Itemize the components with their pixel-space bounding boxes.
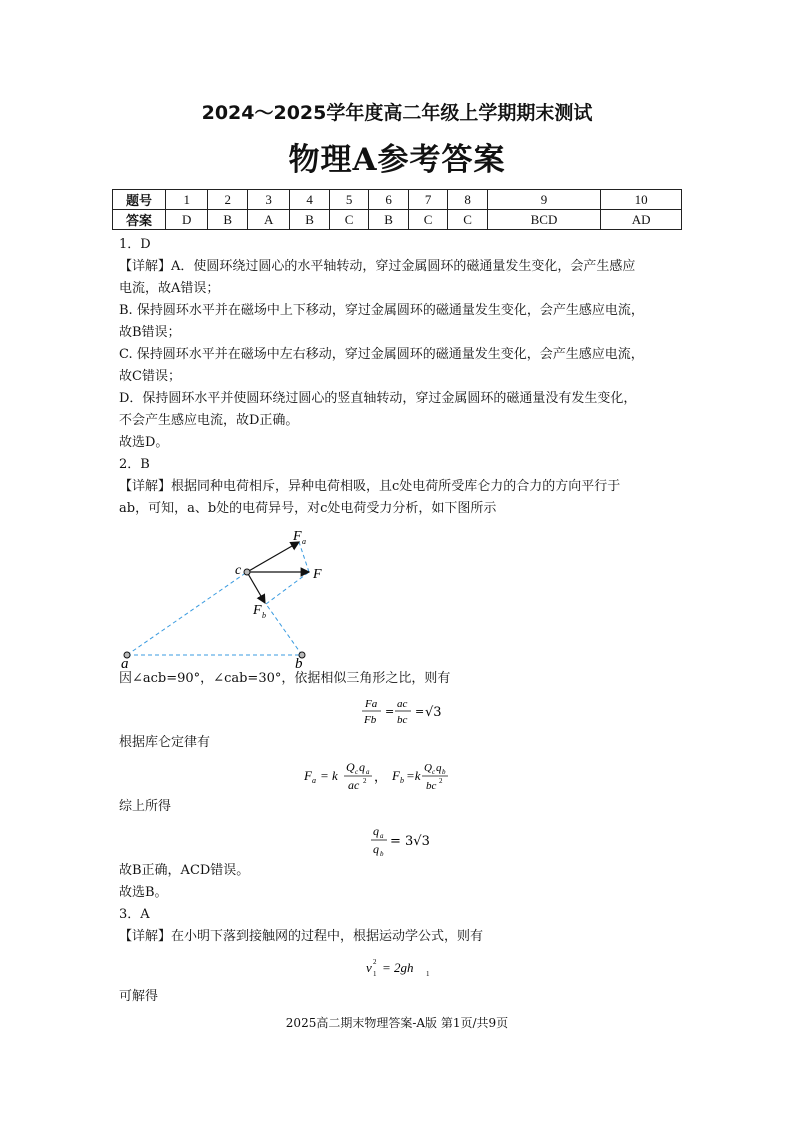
question-number-row bbox=[113, 190, 682, 210]
q1-line: B. 保持圆环水平并在磁场中上下移动，穿过金属圆环的磁通量发生变化，会产生感应电流， bbox=[119, 303, 644, 318]
page-footer: 2025高二期末物理答案-A版 第1页/共9页 bbox=[285, 1016, 509, 1030]
eq3-den: q bbox=[373, 842, 379, 856]
eq4-rhs-sub: 1 bbox=[426, 970, 430, 978]
q1-line: 【详解】A．使圆环绕过圆心的水平轴转动，穿过金属圆环的磁通量发生变化，会产生感应 bbox=[119, 259, 636, 274]
force-diagram bbox=[119, 520, 685, 668]
label-fb-sub: b bbox=[262, 611, 266, 620]
label-f: F bbox=[313, 567, 322, 582]
q1-line: 故选D。 bbox=[119, 435, 169, 450]
answer-cell: D bbox=[166, 210, 208, 230]
eq4-rhs: = 2gh bbox=[382, 960, 414, 975]
question-number: 10 bbox=[601, 190, 682, 210]
answer-cell: C bbox=[448, 210, 488, 230]
eq1-den1: Fb bbox=[364, 714, 377, 726]
equation-charge-ratio bbox=[119, 822, 685, 856]
exam-title: 2024～2025学年度高二年级上学期期末测试 bbox=[201, 102, 593, 124]
label-fa: F bbox=[293, 529, 302, 544]
answer-cell: A bbox=[247, 210, 289, 230]
q1-line: 电流，故A错误； bbox=[119, 281, 220, 296]
eq2-lhs-sub: a bbox=[312, 776, 316, 785]
eq4-v: v bbox=[366, 960, 372, 975]
question-number: 2 bbox=[208, 190, 248, 210]
label-fa-sub: a bbox=[302, 537, 306, 546]
answer-cell: C bbox=[329, 210, 369, 230]
q1-line: C. 保持圆环水平并在磁场中左右移动，穿过金属圆环的磁通量发生变化，会产生感应电流， bbox=[119, 347, 644, 362]
q1-line: 故C错误； bbox=[119, 369, 181, 384]
eq3-num: q bbox=[373, 824, 379, 838]
answer-cell: B bbox=[208, 210, 248, 230]
force-diagram-svg bbox=[119, 520, 685, 668]
label-a: a bbox=[121, 656, 129, 668]
answer-table bbox=[112, 189, 682, 230]
equation-ratio bbox=[119, 694, 685, 728]
arrow-fb bbox=[247, 572, 265, 603]
eq4-sub: 1 bbox=[373, 970, 377, 978]
eq2-den: ac bbox=[348, 778, 360, 792]
eq3-num-sub: a bbox=[380, 832, 384, 840]
question-number: 7 bbox=[408, 190, 448, 210]
eq2-rden-sup: 2 bbox=[439, 777, 443, 785]
equation-kinematic bbox=[119, 952, 685, 982]
answer-cell: C bbox=[408, 210, 448, 230]
question-number: 6 bbox=[369, 190, 409, 210]
q2-choice: 故选B。 bbox=[119, 885, 168, 900]
line-ac bbox=[127, 572, 247, 655]
eq2-sep: ， bbox=[374, 770, 388, 785]
label-fb: F bbox=[253, 603, 262, 618]
q2-line: 【详解】根据同种电荷相斥，异种电荷相吸，且c处电荷所受库仑力的合力的方向平行于 bbox=[119, 479, 621, 494]
answer-row bbox=[113, 210, 682, 230]
equation-charge-ratio-svg bbox=[367, 822, 437, 858]
answer-cell: AD bbox=[601, 210, 682, 230]
eq2-rhs-label: F bbox=[392, 768, 400, 783]
eq2-rhs-sub: b bbox=[400, 776, 404, 785]
eq2-rhs-eq: =k bbox=[406, 768, 421, 783]
arrow-fa bbox=[247, 542, 299, 572]
equation-ratio-svg bbox=[357, 694, 447, 728]
eq2-rnum2: q bbox=[436, 762, 442, 774]
q1-line: 故B错误； bbox=[119, 325, 181, 340]
question-number: 9 bbox=[487, 190, 600, 210]
eq1-eq1: = bbox=[385, 705, 395, 718]
eq2-den-sup: 2 bbox=[363, 777, 367, 785]
q2-line: ab，可知，a、b处的电荷异号，对c处电荷受力分析，如下图所示 bbox=[119, 501, 497, 516]
q3-line: 【详解】在小明下落到接触网的过程中，根据运动学公式，则有 bbox=[119, 929, 484, 944]
eq2-num-sub: c bbox=[355, 768, 359, 776]
q2-after-figure: 因∠acb=90°，∠cab=30°，依据相似三角形之比，则有 bbox=[119, 671, 451, 686]
eq3-den-sub: b bbox=[380, 850, 384, 858]
answer-cell: B bbox=[369, 210, 409, 230]
eq1-num1: Fa bbox=[365, 698, 378, 710]
eq1-den2: bc bbox=[397, 714, 408, 726]
eq2-num: Q bbox=[346, 760, 355, 774]
q2-conclusion: 故B正确，ACD错误。 bbox=[119, 863, 250, 878]
line-bc bbox=[266, 604, 302, 655]
eq2-rnum2-sub: b bbox=[442, 768, 446, 776]
row-label-question: 题号 bbox=[113, 190, 166, 210]
equation-kinematic-svg bbox=[362, 952, 442, 982]
eq2-k: = k bbox=[320, 768, 338, 783]
q1-line: 不会产生感应电流，故D正确。 bbox=[119, 413, 299, 428]
eq1-eq2: = bbox=[415, 705, 425, 718]
line-fb-ext bbox=[266, 572, 309, 604]
answer-cell: BCD bbox=[487, 210, 600, 230]
question-number: 8 bbox=[448, 190, 488, 210]
equation-coulomb-svg bbox=[302, 758, 502, 794]
question-number: 1 bbox=[166, 190, 208, 210]
q1-line: D．保持圆环水平并使圆环绕过圆心的竖直轴转动，穿过金属圆环的磁通量没有发生变化， bbox=[119, 391, 637, 406]
eq2-num2: q bbox=[359, 760, 365, 774]
question-number: 3 bbox=[247, 190, 289, 210]
q2-law-text: 根据库仑定律有 bbox=[119, 735, 211, 750]
q3-heading: 3．A bbox=[119, 907, 150, 922]
eq4-sup: 2 bbox=[373, 958, 377, 966]
eq2-num2-sub: a bbox=[366, 768, 370, 776]
eq1-rhs: √3 bbox=[425, 705, 442, 720]
eq3-rhs: = 3√3 bbox=[390, 834, 430, 849]
eq2-rden: bc bbox=[426, 780, 437, 792]
q3-tail: 可解得 bbox=[119, 989, 159, 1004]
solutions-body bbox=[119, 234, 685, 1008]
question-number: 4 bbox=[290, 190, 330, 210]
answer-cell: B bbox=[290, 210, 330, 230]
charge-c bbox=[244, 569, 250, 575]
eq2-lhs: F bbox=[304, 768, 312, 783]
eq1-num2: ac bbox=[397, 698, 408, 710]
label-b: b bbox=[295, 656, 303, 668]
q2-summary-text: 综上所得 bbox=[119, 799, 172, 814]
eq2-rnum: Q bbox=[424, 762, 432, 774]
equation-coulomb bbox=[119, 758, 685, 792]
question-number: 5 bbox=[329, 190, 369, 210]
line-f-ext bbox=[299, 542, 309, 572]
label-c: c bbox=[235, 563, 242, 578]
q1-heading: 1．D bbox=[119, 237, 151, 252]
main-title: 物理A参考答案 bbox=[288, 142, 506, 178]
row-label-answer: 答案 bbox=[113, 210, 166, 230]
eq2-rnum-sub: c bbox=[432, 768, 436, 776]
q2-heading: 2．B bbox=[119, 457, 150, 472]
